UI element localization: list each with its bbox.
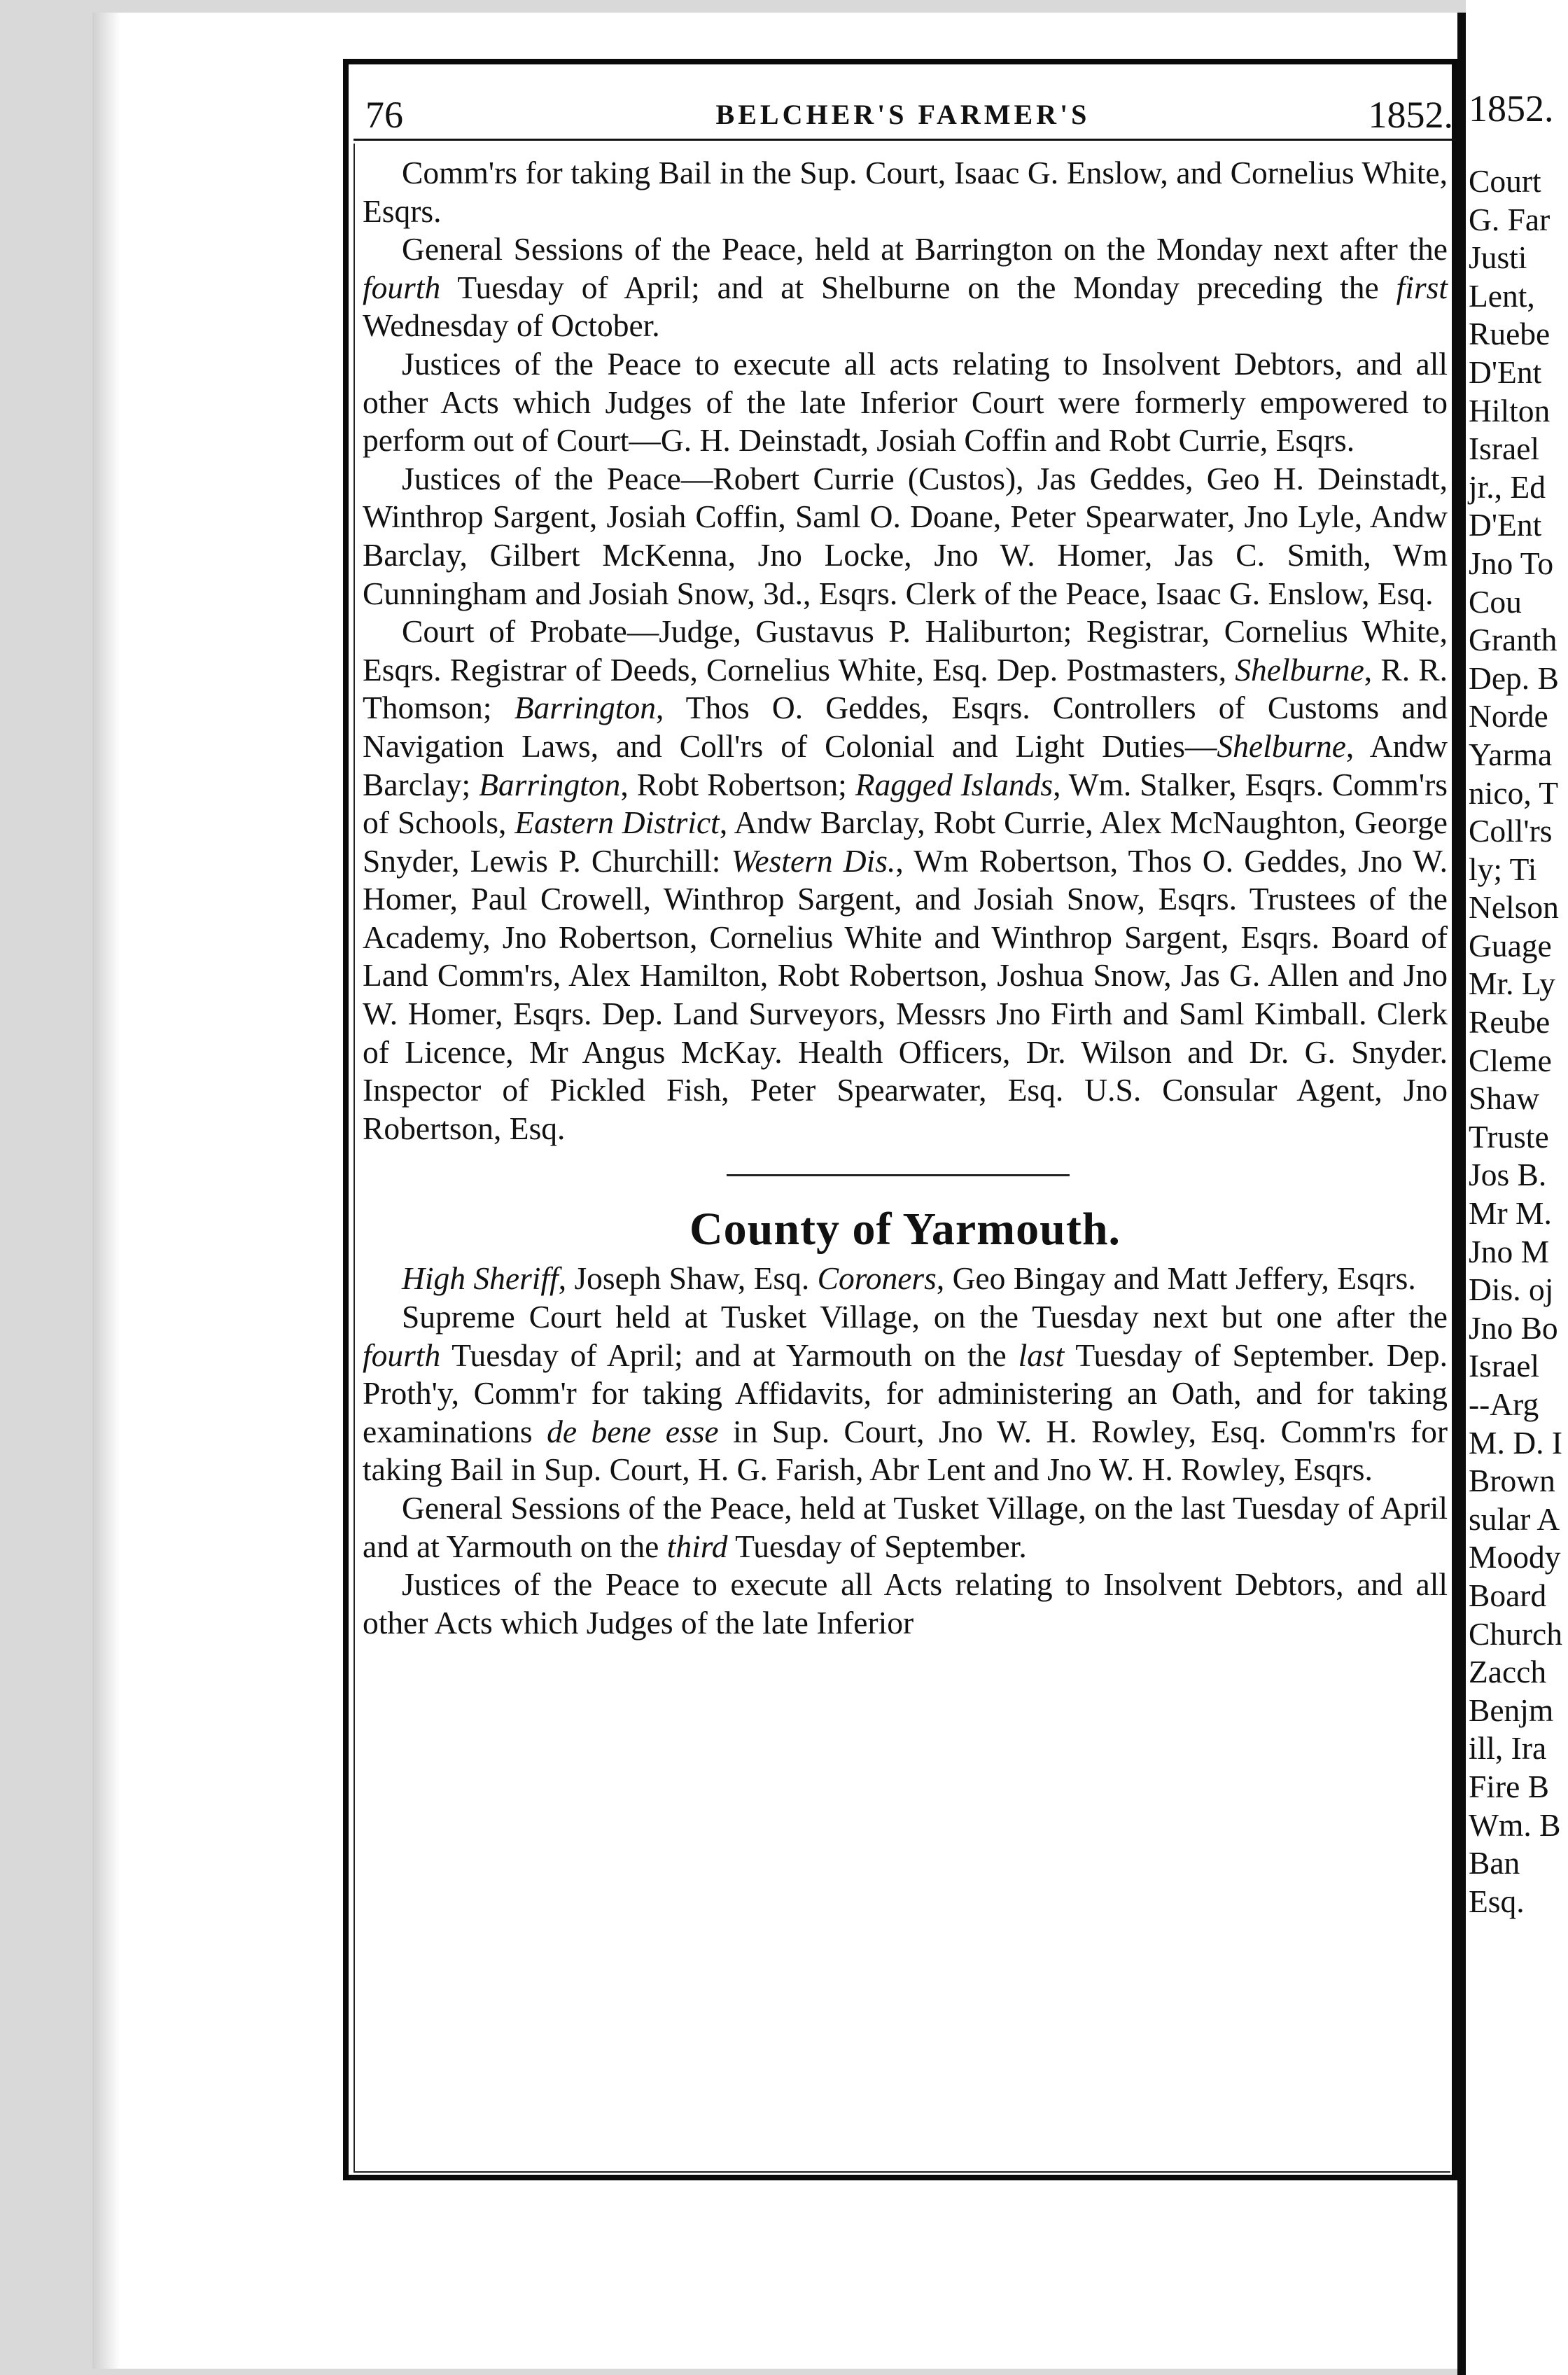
paragraph-bail-commissioners: Comm'rs for taking Bail in the Sup. Court, Isaac G. Enslow, and Cornelius White, Esqrs. <box>363 155 1448 229</box>
facing-page-line: Coll'rs <box>1469 813 1553 849</box>
page-number: 76 <box>365 94 403 136</box>
facing-page-line: Mr M. <box>1469 1195 1552 1232</box>
facing-page-line: D'Ent <box>1469 354 1542 390</box>
facing-page-line: Dis. oj <box>1469 1272 1554 1308</box>
facing-page-line: --Arg <box>1469 1386 1539 1422</box>
facing-page-line: M. D. I <box>1469 1424 1562 1461</box>
facing-page-line: Granth <box>1469 622 1558 658</box>
facing-page-line: Jno Bo <box>1469 1309 1558 1346</box>
facing-page-line: jr., Ed <box>1469 468 1546 505</box>
county-heading: County of Yarmouth. <box>689 1204 1121 1255</box>
facing-page-text <box>1469 90 1568 1921</box>
facing-page-line: Benjm <box>1469 1692 1554 1728</box>
facing-page-line: Jno M <box>1469 1233 1550 1269</box>
facing-page-year: 1852. <box>1469 88 1554 130</box>
facing-page-line: Wm. B <box>1469 1806 1561 1843</box>
facing-page-line: Ban <box>1469 1845 1520 1881</box>
paragraph-insolvent-debtors: Justices of the Peace to execute all acts relating to Insolvent Debtors, and all other Acts which Judges of the late Inferior Court were formerly empowered to perform out of Court—G. H. Deinstadt, Josiah Coffin and Robt Currie, Esqrs. <box>363 345 1448 459</box>
facing-page-line: Hilton <box>1469 392 1550 429</box>
facing-page-line: ill, Ira <box>1469 1730 1547 1767</box>
facing-page-line: Israel <box>1469 1348 1540 1384</box>
facing-page-line: Mr. Ly <box>1469 966 1555 1002</box>
facing-page-line: Truste <box>1469 1118 1549 1155</box>
facing-page-line: Cleme <box>1469 1042 1552 1078</box>
page-divider <box>1457 13 1466 2375</box>
facing-page-line: G. Far <box>1469 201 1550 237</box>
paragraph-supreme-court: Supreme Court held at Tusket Village, on the Tuesday next but one after the fourth Tuesday of April; and at Yarmouth on the last Tuesday of September. Dep. Proth'y, Comm'r for taking Affidavits, for administering an Oath, and for taking examinations de bene esse in Sup. Court, Jno W. H. Rowley, Esq. Comm'rs for taking Bail in Sup. Court, H. G. Farish, Abr Lent and Jno W. H. Rowley, Esqrs. <box>363 1299 1448 1488</box>
paragraph-yarmouth-justices: Justices of the Peace to execute all Acts relating to Insolvent Debtors, and all other Acts which Judges of the late Inferior <box>363 1566 1448 1641</box>
facing-page-line: Court <box>1469 163 1541 199</box>
paragraph-court-of-probate: Court of Probate—Judge, Gustavus P. Haliburton; Registrar, Cornelius White, Esqrs. Registrar of Deeds, Cornelius White, Esq. Dep. Postmasters, Shelburne, R. R. Thomson; Barrington, Thos O. Geddes, Esqrs. Controllers of Customs and Navigation Laws, and Coll'rs of Colonial and Light Duties—Shelburne, Andw Barclay; Barrington, Robt Robertson; Ragged Islands, Wm. Stalker, Esqrs. Comm'rs of Schools, Eastern District, Andw Barclay, Robt Currie, Alex McNaughton, George Snyder, Lewis P. Churchill: Western Dis., Wm Robertson, Thos O. Geddes, Jno W. Homer, Paul Crowell, Winthrop Sargent, and Josiah Snow, Esqrs. Trustees of the Academy, Jno Robertson, Cornelius White and Winthrop Sargent, Esqrs. Board of Land Comm'rs, Alex Hamilton, Robt Robertson, Joshua Snow, Jas G. Allen and Jno W. Homer, Esqrs. Dep. Land Surveyors, Messrs Jno Firth and Saml Kimball. Clerk of Licence, Mr Angus McKay. Health Officers, Dr. Wilson and Dr. G. Snyder. Inspector of Pickled Fish, Peter Spearwater, Esq. U.S. Consular Agent, Jno Robertson, Esq. <box>363 613 1448 1146</box>
facing-page-line: nico, T <box>1469 774 1559 811</box>
paragraph-general-sessions: General Sessions of the Peace, held at Barrington on the Monday next after the fourth Tuesday of April; and at Shelburne on the Monday preceding the first Wednesday of October. <box>363 231 1448 344</box>
facing-page-line: sular A <box>1469 1500 1560 1537</box>
facing-page-line: Guage <box>1469 927 1552 963</box>
facing-page-line: Ruebe <box>1469 316 1550 352</box>
running-title: BELCHER'S FARMER'S <box>715 99 1091 130</box>
facing-page-line: Dep. B <box>1469 660 1559 696</box>
facing-page-line: Zacch <box>1469 1654 1547 1690</box>
running-head <box>353 90 1453 140</box>
separator-rule <box>727 1174 1070 1176</box>
facing-page-line: Lent, <box>1469 277 1535 314</box>
header-year: 1852. <box>1368 94 1453 136</box>
facing-page-line: Moody <box>1469 1539 1561 1575</box>
facing-page-line: Yarma <box>1469 736 1553 772</box>
facing-page-line: Reube <box>1469 1004 1550 1040</box>
section-separator <box>363 1148 1448 1197</box>
facing-page-line: D'Ent <box>1469 507 1542 543</box>
facing-page-line: Jno To <box>1469 545 1554 581</box>
facing-page-line: Nelson <box>1469 889 1559 926</box>
facing-page-line: Board <box>1469 1577 1547 1613</box>
facing-page-line: Brown <box>1469 1463 1555 1499</box>
facing-page-line: Norde <box>1469 698 1548 734</box>
paragraph-sheriff-coroners: High Sheriff, Joseph Shaw, Esq. Coroners, Geo Bingay and Matt Jeffery, Esqrs. <box>402 1260 1416 1297</box>
facing-page-line: Shaw <box>1469 1080 1540 1117</box>
facing-page-line: Cou <box>1469 583 1522 620</box>
facing-page-line: Esq. <box>1469 1883 1525 1919</box>
paragraph-yarmouth-sessions: General Sessions of the Peace, held at Tusket Village, on the last Tuesday of April and at Yarmouth on the third Tuesday of September. <box>363 1490 1448 1564</box>
facing-page-line: Church <box>1469 1615 1562 1652</box>
gutter-shadow <box>92 13 120 2369</box>
paragraph-justices-of-peace: Justices of the Peace—Robert Currie (Custos), Jas Geddes, Geo H. Deinstadt, Winthrop Sargent, Josiah Coffin, Saml O. Doane, Peter Spearwater, Jno Lyle, Andw Barclay, Gilbert McKenna, Jno Locke, Jno W. Homer, Jas C. Smith, Wm Cunningham and Josiah Snow, 3d., Esqrs. Clerk of the Peace, Isaac G. Enslow, Esq. <box>363 460 1448 611</box>
header-rule <box>354 139 1456 141</box>
facing-page-line: Jos B. <box>1469 1157 1547 1193</box>
facing-page-line: ly; Ti <box>1469 851 1537 887</box>
facing-page-line: Israel <box>1469 431 1540 467</box>
facing-page-line: Justi <box>1469 239 1527 276</box>
facing-page-line: Fire B <box>1469 1768 1550 1804</box>
page-body <box>363 154 1448 1642</box>
